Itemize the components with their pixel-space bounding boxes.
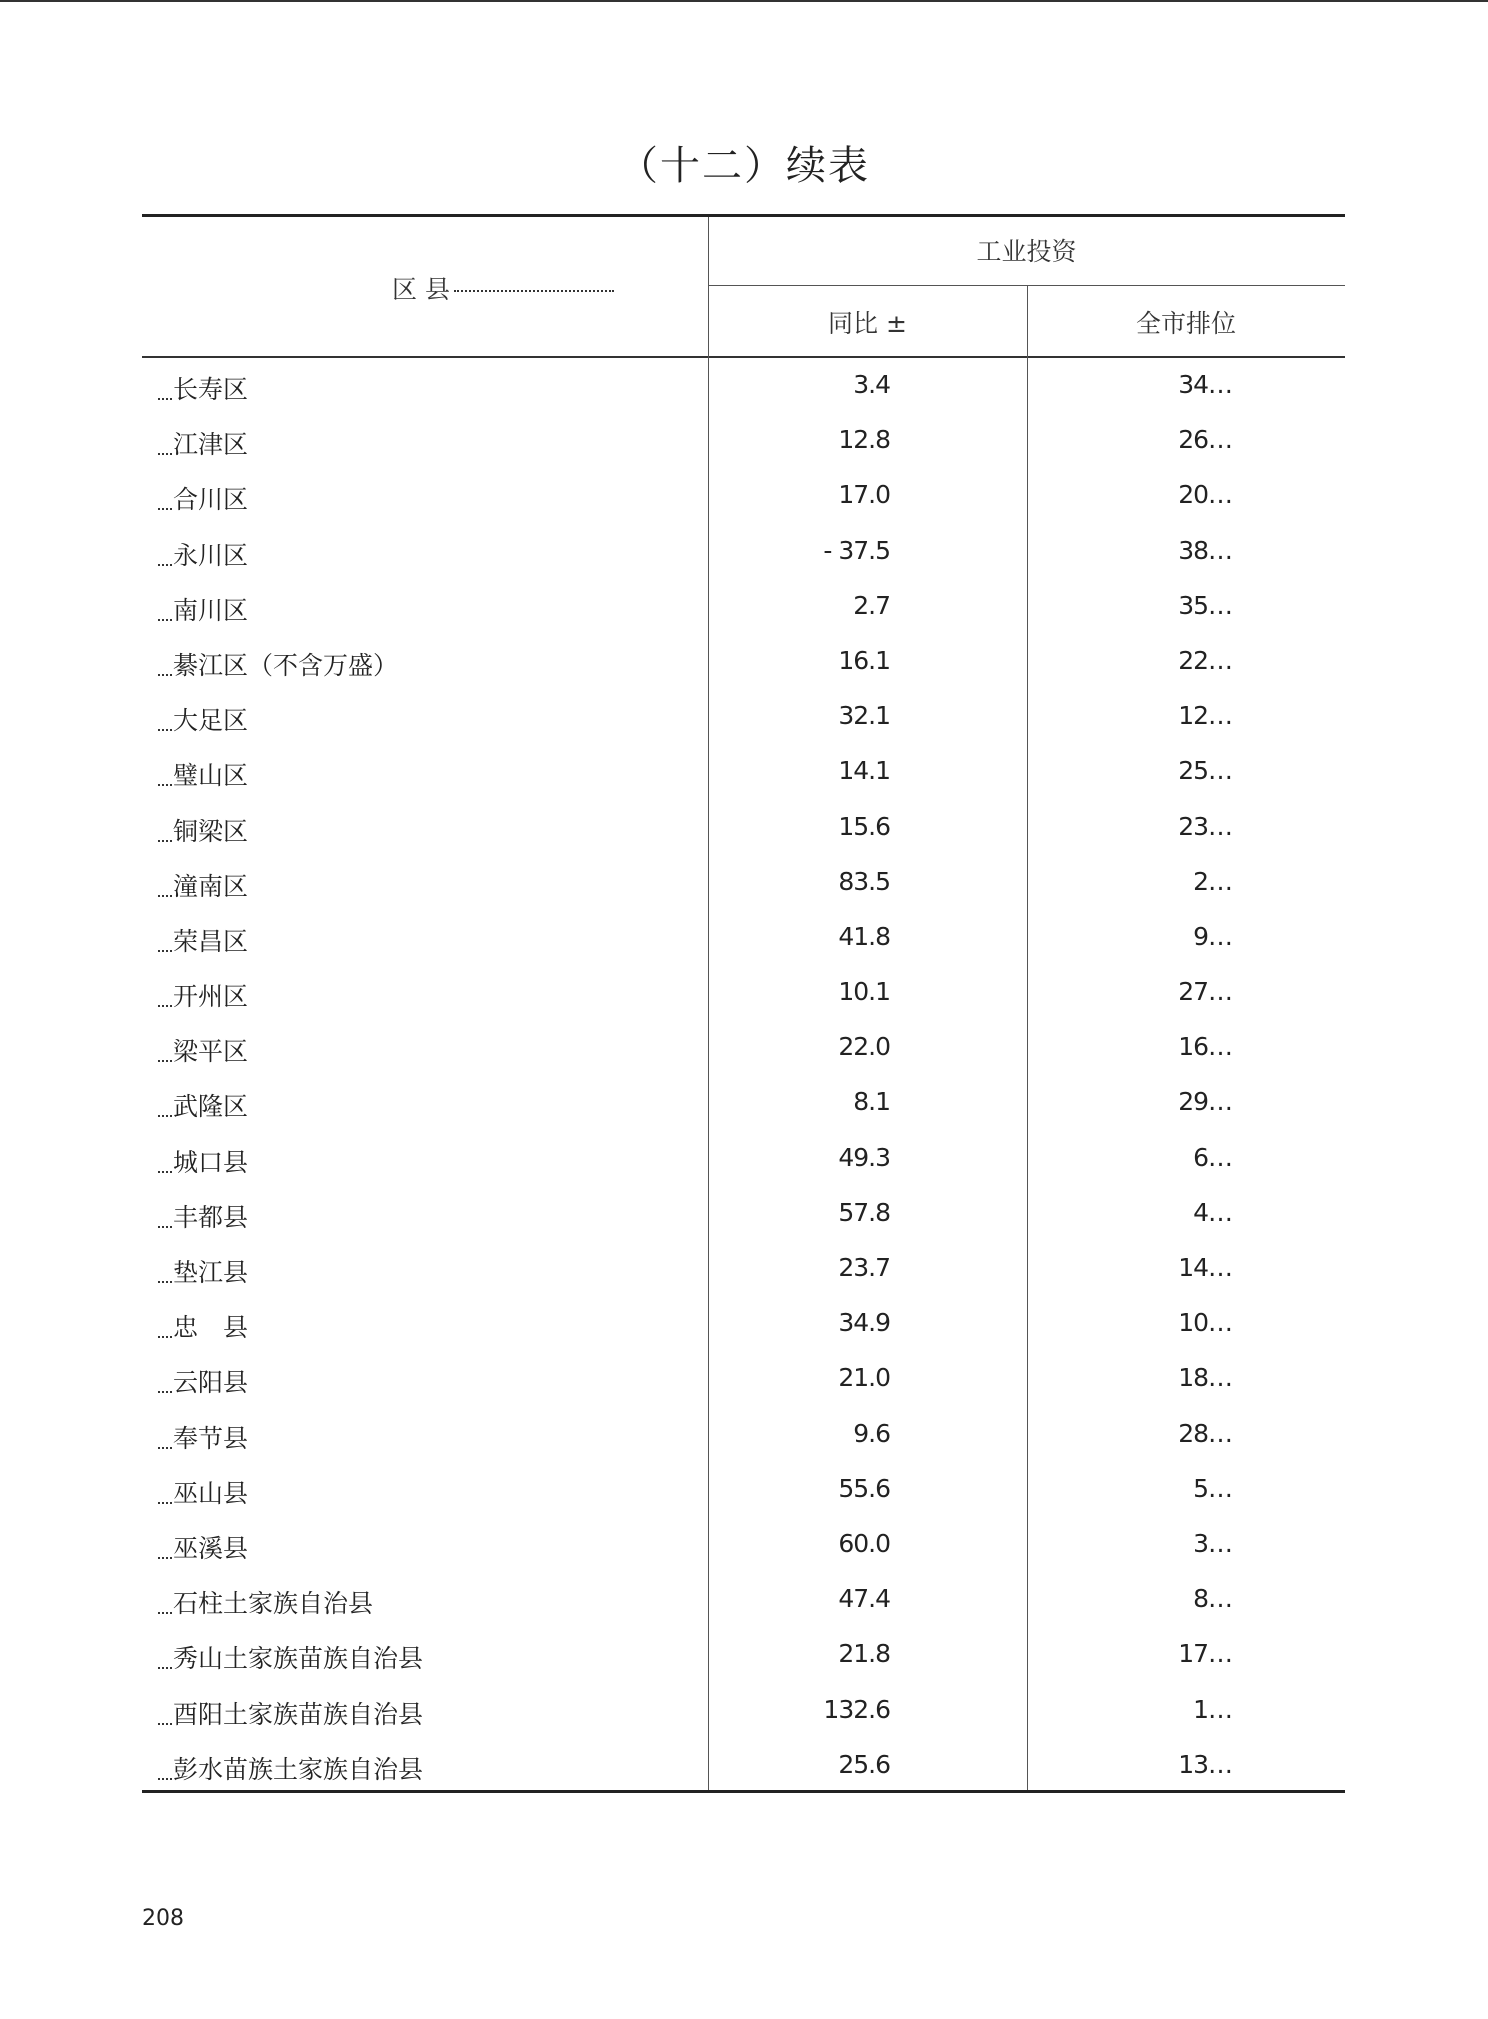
table-row bbox=[142, 744, 1345, 799]
yoy-value: 41.8 bbox=[838, 921, 890, 951]
region-name: 奉节县 bbox=[158, 1419, 248, 1455]
yoy-value: - 37.5 bbox=[823, 535, 890, 565]
yoy-value: 83.5 bbox=[838, 866, 890, 896]
yoy-value: 25.6 bbox=[838, 1749, 890, 1779]
rank-value: 12… bbox=[1178, 701, 1232, 731]
table-row bbox=[142, 358, 1345, 413]
table-row bbox=[142, 1075, 1345, 1130]
table-row bbox=[142, 413, 1345, 468]
leader-line bbox=[454, 290, 614, 292]
rank-value: 9… bbox=[1193, 921, 1232, 951]
region-name: 垫江县 bbox=[158, 1253, 248, 1289]
table-body bbox=[142, 358, 1345, 1793]
table-row bbox=[142, 1020, 1345, 1075]
header-region-label: 区 县 bbox=[392, 275, 450, 304]
region-name: 巫溪县 bbox=[158, 1529, 248, 1565]
region-name: 潼南区 bbox=[158, 867, 248, 903]
rank-value: 8… bbox=[1193, 1584, 1232, 1614]
table-row bbox=[142, 1683, 1345, 1738]
rank-value: 14… bbox=[1178, 1253, 1232, 1282]
table-row bbox=[142, 1241, 1345, 1296]
yoy-value: 2.7 bbox=[853, 590, 890, 620]
yoy-value: 60.0 bbox=[838, 1528, 890, 1558]
rank-value: 16… bbox=[1178, 1032, 1232, 1062]
rank-value: 2… bbox=[1193, 866, 1232, 896]
table-row bbox=[142, 1296, 1345, 1351]
rank-value: 5… bbox=[1193, 1473, 1232, 1503]
rank-value: 27… bbox=[1178, 977, 1232, 1007]
rank-value: 25… bbox=[1178, 756, 1232, 786]
rank-value: 3… bbox=[1193, 1528, 1232, 1558]
table-row bbox=[142, 689, 1345, 744]
yoy-value: 49.3 bbox=[838, 1142, 890, 1172]
rank-value: 10… bbox=[1178, 1308, 1232, 1338]
table-row bbox=[142, 1517, 1345, 1572]
region-name: 开州区 bbox=[158, 977, 248, 1013]
table-row bbox=[142, 1738, 1345, 1793]
table-row bbox=[142, 1186, 1345, 1241]
header-region bbox=[392, 270, 614, 306]
table-row bbox=[142, 1407, 1345, 1462]
rank-value: 22… bbox=[1178, 645, 1232, 675]
region-name: 石柱土家族自治县 bbox=[158, 1584, 373, 1620]
rank-value: 4… bbox=[1193, 1197, 1232, 1227]
yoy-value: 57.8 bbox=[838, 1197, 890, 1227]
rank-value: 35… bbox=[1178, 590, 1232, 620]
region-name: 永川区 bbox=[158, 536, 248, 572]
rank-value: 38… bbox=[1178, 535, 1232, 565]
region-name: 云阳县 bbox=[158, 1363, 248, 1399]
yoy-value: 12.8 bbox=[838, 425, 890, 455]
table-row bbox=[142, 1462, 1345, 1517]
rank-value: 34… bbox=[1178, 370, 1232, 399]
rank-value: 1… bbox=[1193, 1694, 1232, 1724]
rank-value: 6… bbox=[1193, 1142, 1232, 1172]
table-top-rule bbox=[142, 214, 1345, 217]
region-name: 秀山土家族苗族自治县 bbox=[158, 1639, 423, 1675]
region-name: 城口县 bbox=[158, 1143, 248, 1179]
region-name: 綦江区（不含万盛） bbox=[158, 646, 398, 682]
yoy-value: 21.8 bbox=[838, 1639, 890, 1669]
rank-value: 26… bbox=[1178, 425, 1232, 455]
yoy-value: 47.4 bbox=[838, 1584, 890, 1614]
region-name: 彭水苗族土家族自治县 bbox=[158, 1750, 423, 1786]
table-row bbox=[142, 800, 1345, 855]
yoy-value: 17.0 bbox=[838, 480, 890, 510]
yoy-value: 10.1 bbox=[838, 977, 890, 1007]
page-title: （十二）续表 bbox=[618, 143, 870, 189]
region-name: 合川区 bbox=[158, 480, 248, 516]
region-name: 长寿区 bbox=[158, 370, 248, 406]
table-row bbox=[142, 910, 1345, 965]
header-yoy: 同比 ± bbox=[828, 309, 907, 338]
yoy-value: 9.6 bbox=[853, 1418, 890, 1448]
region-name: 荣昌区 bbox=[158, 922, 248, 958]
yoy-value: 34.9 bbox=[838, 1308, 890, 1338]
region-name: 大足区 bbox=[158, 701, 248, 737]
rank-value: 20… bbox=[1178, 480, 1232, 510]
header-industrial-investment: 工业投资 bbox=[976, 237, 1077, 266]
region-name: 南川区 bbox=[158, 591, 248, 627]
yoy-value: 14.1 bbox=[838, 756, 890, 786]
yoy-value: 23.7 bbox=[838, 1253, 890, 1282]
rank-value: 18… bbox=[1178, 1363, 1232, 1393]
yoy-value: 21.0 bbox=[838, 1363, 890, 1393]
table-row bbox=[142, 524, 1345, 579]
region-name: 酉阳土家族苗族自治县 bbox=[158, 1695, 423, 1731]
rank-value: 13… bbox=[1178, 1749, 1232, 1779]
page-number: 208 bbox=[142, 1906, 184, 1931]
region-name: 铜梁区 bbox=[158, 812, 248, 848]
table-row bbox=[142, 855, 1345, 910]
yoy-value: 22.0 bbox=[838, 1032, 890, 1062]
region-name: 江津区 bbox=[158, 425, 248, 461]
table-row bbox=[142, 1627, 1345, 1682]
region-name: 忠 县 bbox=[158, 1308, 248, 1344]
table-row bbox=[142, 1131, 1345, 1186]
rank-value: 17… bbox=[1178, 1639, 1232, 1669]
yoy-value: 3.4 bbox=[853, 370, 890, 399]
yoy-value: 8.1 bbox=[853, 1087, 890, 1117]
yoy-value: 132.6 bbox=[823, 1694, 890, 1724]
table-row bbox=[142, 468, 1345, 523]
table-row bbox=[142, 579, 1345, 634]
table-row bbox=[142, 1351, 1345, 1406]
rank-value: 28… bbox=[1178, 1418, 1232, 1448]
yoy-value: 32.1 bbox=[838, 701, 890, 731]
region-name: 武隆区 bbox=[158, 1087, 248, 1123]
rank-value: 23… bbox=[1178, 811, 1232, 841]
region-name: 巫山县 bbox=[158, 1474, 248, 1510]
yoy-value: 16.1 bbox=[838, 645, 890, 675]
region-name: 梁平区 bbox=[158, 1032, 248, 1068]
table-row bbox=[142, 634, 1345, 689]
table-row bbox=[142, 1572, 1345, 1627]
rank-value: 29… bbox=[1178, 1087, 1232, 1117]
yoy-value: 15.6 bbox=[838, 811, 890, 841]
region-name: 璧山区 bbox=[158, 756, 248, 792]
table-row bbox=[142, 965, 1345, 1020]
region-name: 丰都县 bbox=[158, 1198, 248, 1234]
header-rank: 全市排位 bbox=[1135, 309, 1236, 338]
yoy-value: 55.6 bbox=[838, 1473, 890, 1503]
